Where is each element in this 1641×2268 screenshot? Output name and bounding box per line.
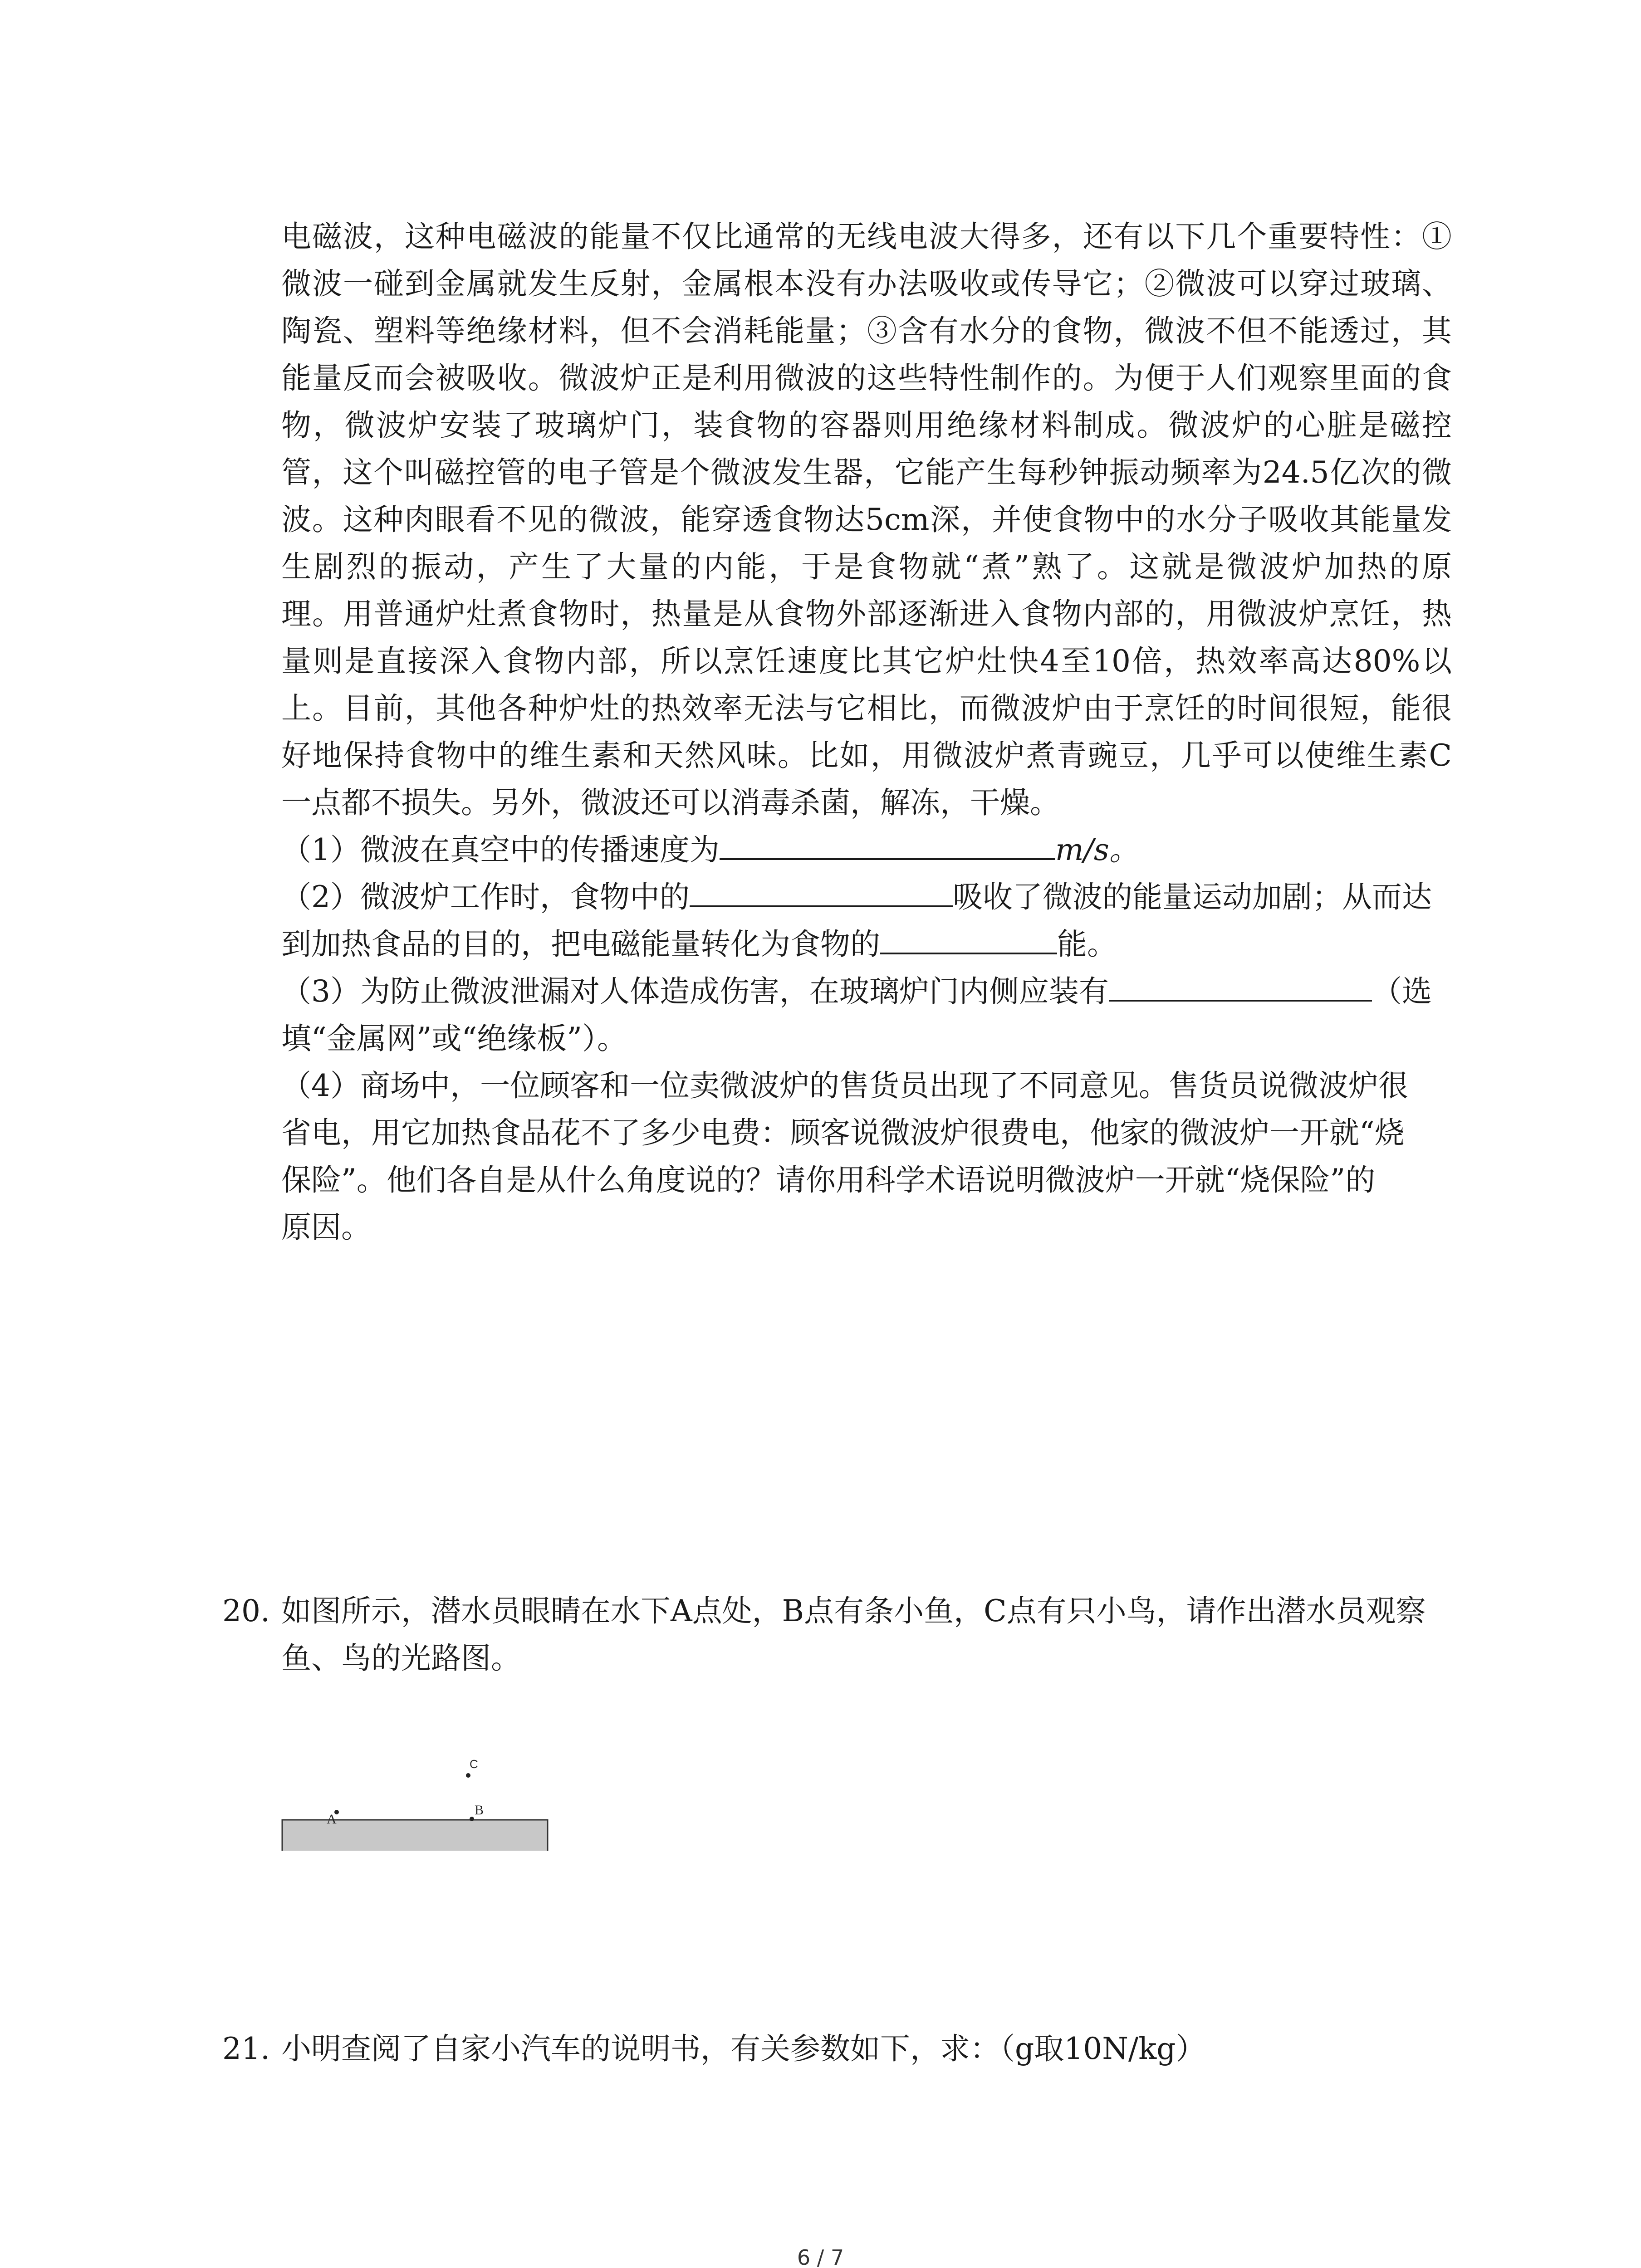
question-number: 20. [222,1593,270,1628]
passage-line: 一点都不损失。另外，微波还可以消毒杀菌，解冻，干燥。 [281,785,1060,820]
passage-line: 波。这种肉眼看不见的微波，能穿透食物达5cm深，并使食物中的水分子吸收其能量发 [281,502,1452,537]
q2-text-b: 吸收了微波的能量运动加剧；从而达 [953,880,1432,914]
sub-question-4-line: 保险”。他们各自是从什么角度说的？请你用科学术语说明微波炉一开就“烧保险”的 [281,1163,1376,1198]
question-20-line1: 如图所示，潜水员眼睛在水下A点处，B点有条小鱼，C点有只小鸟，请作出潜水员观察 [281,1593,1426,1628]
passage-line: 微波一碰到金属就发生反射，金属根本没有办法吸收或传导它；②微波可以穿过玻璃、 [281,266,1452,301]
q2-text-a: （2）微波炉工作时，食物中的 [281,880,690,914]
q3-text-b: （选 [1372,974,1432,1009]
question-20 [222,1588,1426,1682]
point-c [466,1773,470,1778]
sub-question-4-line: 原因。 [281,1210,371,1245]
q2-text-d: 能。 [1057,927,1117,962]
reading-passage [281,213,1452,1251]
passage-line: 上。目前，其他各种炉灶的热效率无法与它相比，而微波炉由于烹饪的时间很短，能很 [281,691,1452,726]
figure-underwater-points [281,1803,563,1860]
passage-line: 生剧烈的振动，产生了大量的内能，于是食物就“煮”熟了。这就是微波炉加热的原 [281,549,1452,584]
label-a: A [327,1812,337,1827]
sub-question-3 [281,968,1452,1015]
answer-blank-q3[interactable] [1109,970,1372,1002]
question-21 [222,2025,1205,2072]
passage-line: 理。用普通炉灶煮食物时，热量是从食物外部逐渐进入食物内部的，用微波炉烹饪，热 [281,596,1452,631]
label-b: B [475,1803,484,1818]
sub-question-1 [281,826,1452,874]
answer-blank-q2b[interactable] [880,923,1057,954]
answer-blank-q1[interactable] [720,828,1055,860]
sub-question-3-cont [281,1015,1452,1062]
q3-text-a: （3）为防止微波泄漏对人体造成伤害，在玻璃炉门内侧应装有 [281,974,1109,1009]
question-20-line2: 鱼、鸟的光路图。 [281,1641,521,1676]
q3-text-c: 填“金属网”或“绝缘板”）。 [281,1021,627,1056]
diver-fish-bird-figure [281,1742,563,1851]
passage-line: 好地保持食物中的维生素和天然风味。比如，用微波炉煮青豌豆，几乎可以使维生素C [281,738,1452,773]
page-number: 6 / 7 [797,2245,844,2268]
water-region [282,1820,548,1851]
point-b [470,1817,474,1821]
question-21-text: 小明查阅了自家小汽车的说明书，有关参数如下，求：（g取10N/kg） [281,2031,1206,2066]
passage-line: 能量反而会被吸收。微波炉正是利用微波的这些特性制作的。为便于人们观察里面的食 [281,361,1452,396]
passage-line: 管，这个叫磁控管的电子管是个微波发生器，它能产生每秒钟振动频率为24.5亿次的微 [281,455,1452,490]
sub-question-2 [281,874,1452,921]
sub-question-4-line: 省电，用它加热食品花不了多少电费：顾客说微波炉很费电，他家的微波炉一开就“烧 [281,1115,1405,1150]
passage-line: 物，微波炉安装了玻璃炉门，装食物的容器则用绝缘材料制成。微波炉的心脏是磁控 [281,408,1452,443]
q2-text-c: 到加热食品的目的，把电磁能量转化为食物的 [281,927,880,962]
label-c: C [470,1757,478,1771]
question-number: 21. [222,2031,270,2066]
passage-line: 量则是直接深入食物内部，所以烹饪速度比其它炉灶快4至10倍，热效率高达80%以 [281,644,1452,679]
sub-question-4-line: （4）商场中，一位顾客和一位卖微波炉的售货员出现了不同意见。售货员说微波炉很 [281,1068,1408,1103]
passage-line: 电磁波，这种电磁波的能量不仅比通常的无线电波大得多，还有以下几个重要特性：① [281,219,1452,254]
answer-blank-q2a[interactable] [690,875,953,907]
passage-line: 陶瓷、塑料等绝缘材料，但不会消耗能量；③含有水分的食物，微波不但不能透过，其 [281,313,1452,348]
q1-text: （1）微波在真空中的传播速度为 [281,832,720,867]
sub-question-2-cont [281,921,1452,968]
q1-unit: m/s。 [1055,832,1139,867]
